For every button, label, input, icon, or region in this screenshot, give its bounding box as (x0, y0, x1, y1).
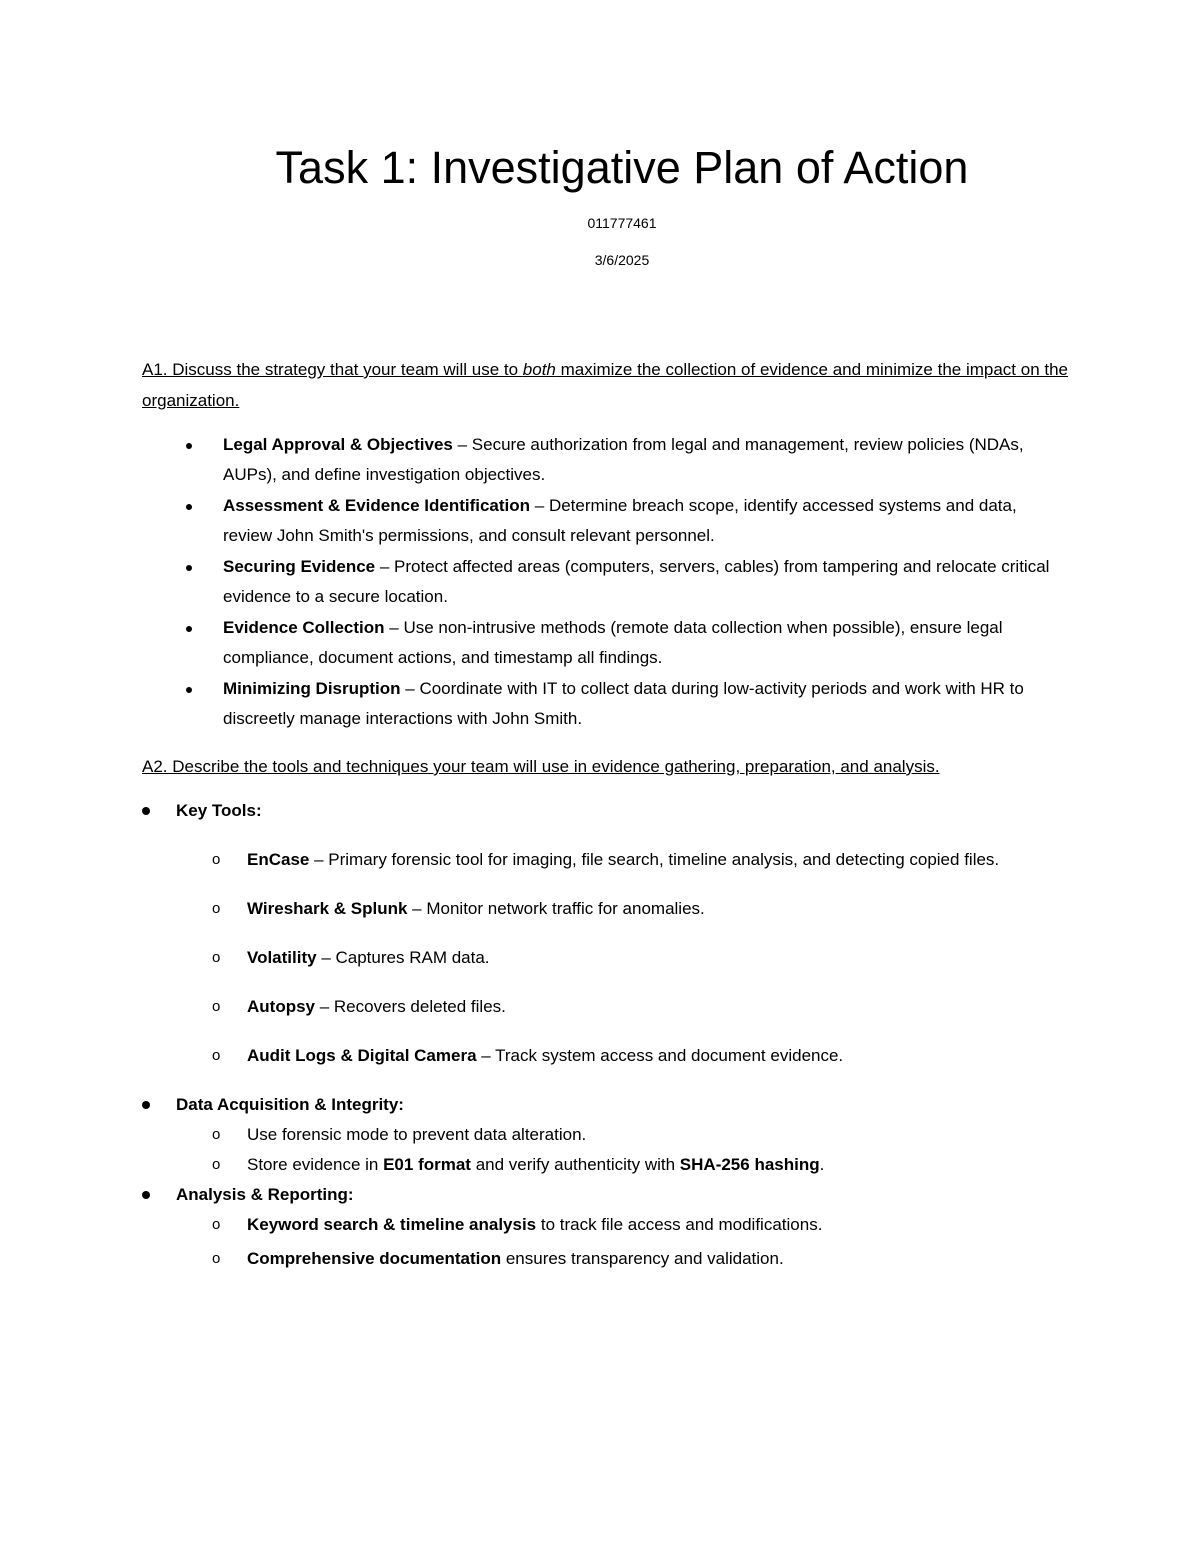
list-item (180, 613, 1070, 673)
bullet-icon (186, 565, 192, 571)
sub-bullet-icon: o (212, 900, 221, 917)
list-item (140, 845, 1060, 875)
list-item (140, 943, 1060, 973)
item-text: – Secure authorization from legal and management, review policies (NDAs, AUPs), and define investigation objectives. (223, 435, 1024, 484)
bullet-icon (186, 443, 192, 449)
item-heading: Minimizing Disruption (223, 679, 401, 698)
list-item (180, 674, 1070, 734)
item-heading: EnCase (247, 850, 310, 869)
item-text: and verify authenticity with (470, 1155, 680, 1174)
a2-tools-list (140, 796, 1060, 1274)
list-item (140, 1244, 1060, 1274)
a1-prompt-text-1: A1. Discuss the strategy that your team will use to (142, 360, 523, 379)
section-heading-text: Analysis & Reporting: (176, 1185, 354, 1204)
list-item (180, 552, 1070, 612)
item-heading: Keyword search & timeline analysis (247, 1215, 537, 1234)
item-text: Use forensic mode to prevent data alteration. (247, 1125, 587, 1144)
sub-bullet-icon: o (212, 1156, 221, 1173)
sub-bullet-icon: o (212, 998, 221, 1015)
document-title: Task 1: Investigative Plan of Action (275, 142, 969, 193)
a1-strategy-list (180, 430, 1070, 735)
item-text: . (819, 1155, 825, 1174)
item-heading: Evidence Collection (223, 618, 385, 637)
item-text: Store evidence in (247, 1155, 384, 1174)
item-emphasis: E01 format (383, 1155, 471, 1174)
item-text: – Primary forensic tool for imaging, file search, timeline analysis, and detecting copied files. (309, 850, 1000, 869)
a1-prompt-italic: both (522, 360, 556, 379)
sub-bullet-icon: o (212, 1126, 221, 1143)
key-tools-list (140, 845, 1060, 1071)
sub-bullet-icon: o (212, 851, 221, 868)
item-text: – Coordinate with IT to collect data during low-activity periods and work with HR to discreetly manage interactions with John Smith. (223, 679, 1024, 728)
item-text: – Recovers deleted files. (315, 997, 506, 1016)
list-item (180, 491, 1070, 551)
list-item (140, 894, 1060, 924)
item-text: – Use non-intrusive methods (remote data collection when possible), ensure legal compliance, document actions, and timestamp all findings. (223, 618, 1003, 667)
item-text: ensures transparency and validation. (501, 1249, 784, 1268)
bullet-icon (142, 807, 150, 815)
item-text: – Determine breach scope, identify accessed systems and data, review John Smith's permissions, and consult relevant personnel. (223, 496, 1017, 545)
item-text: – Protect affected areas (computers, servers, cables) from tampering and relocate critical evidence to a secure location. (223, 557, 1050, 606)
section-heading-text: Data Acquisition & Integrity: (176, 1095, 404, 1114)
bullet-icon (186, 504, 192, 510)
item-text: – Captures RAM data. (316, 948, 490, 967)
sub-bullet-icon: o (212, 1216, 221, 1233)
bullet-icon (186, 626, 192, 632)
a2-prompt: A2. Describe the tools and techniques your team will use in evidence gathering, preparation, and analysis. (142, 757, 940, 776)
item-emphasis: SHA-256 hashing (679, 1155, 820, 1174)
list-item (180, 430, 1070, 490)
item-heading: Comprehensive documentation (247, 1249, 502, 1268)
sub-bullet-icon: o (212, 1047, 221, 1064)
item-text: – Monitor network traffic for anomalies. (407, 899, 705, 918)
item-text: to track file access and modifications. (536, 1215, 823, 1234)
list-item (140, 992, 1060, 1022)
item-heading: Autopsy (247, 997, 315, 1016)
sub-bullet-icon: o (212, 1250, 221, 1267)
a1-prompt (142, 354, 1072, 416)
analysis-heading (140, 1180, 1060, 1210)
item-heading: Securing Evidence (223, 557, 376, 576)
item-heading: Assessment & Evidence Identification (223, 496, 531, 515)
item-heading: Audit Logs & Digital Camera (247, 1046, 477, 1065)
list-item (140, 1150, 1060, 1180)
bullet-icon (142, 1101, 150, 1109)
list-item (140, 1210, 1060, 1240)
bullet-icon (142, 1191, 150, 1199)
item-heading: Legal Approval & Objectives (223, 435, 453, 454)
data-acquisition-list (140, 1120, 1060, 1180)
a1-prompt-text-2: maximize the collection of evidence and minimize the impact on the organization. (142, 360, 1069, 410)
section-heading-text: Key Tools: (176, 801, 262, 820)
item-text: – Track system access and document evidence. (476, 1046, 844, 1065)
analysis-list (140, 1210, 1060, 1274)
list-item (140, 1120, 1060, 1150)
data-acquisition-heading (140, 1090, 1060, 1120)
document-date: 3/6/2025 (594, 252, 650, 268)
list-item (140, 1041, 1060, 1071)
item-heading: Volatility (247, 948, 317, 967)
item-heading: Wireshark & Splunk (247, 899, 408, 918)
key-tools-heading (140, 796, 1060, 826)
bullet-icon (186, 687, 192, 693)
sub-bullet-icon: o (212, 949, 221, 966)
student-id: 011777461 (587, 215, 657, 231)
